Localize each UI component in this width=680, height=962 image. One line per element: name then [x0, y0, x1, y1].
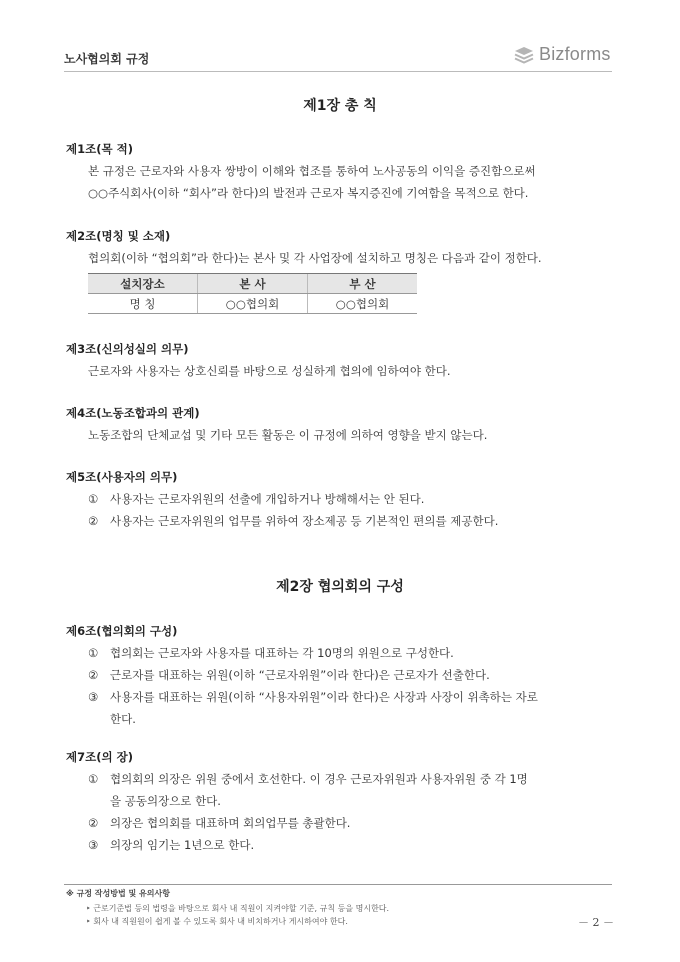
footer-note-title: ※ 규정 작성방법 및 유의사항: [66, 889, 170, 898]
cube-stack-icon: [514, 46, 534, 64]
bizforms-logo: [514, 44, 611, 65]
list-item: [66, 768, 626, 812]
article-7: [66, 746, 626, 856]
item-number: ②: [88, 514, 99, 528]
article-line: 근로자와 사용자는 상호신뢰를 바탕으로 성실하게 협의에 임하여야 한다.: [88, 364, 451, 378]
list-item: [66, 664, 626, 686]
article-3: [66, 338, 626, 382]
article-title: 제1조(목 적): [66, 142, 133, 156]
item-text: 의장의 임기는 1년으로 한다.: [110, 838, 255, 852]
item-text: 협의회는 근로자와 사용자를 대표하는 각 10명의 위원으로 구성한다.: [110, 646, 454, 660]
article-4: [66, 402, 626, 446]
footer-note: ‣ 근로기준법 등의 법령을 바탕으로 회사 내 직원이 지켜야할 기준, 규칙 등을 명시한다.: [86, 904, 390, 913]
article-line: 본 규정은 근로자와 사용자 쌍방이 이해와 협조를 통하여 노사공동의 이익을 증진함으로써: [88, 164, 536, 178]
list-item: [66, 812, 626, 834]
article-line: ○○주식회사(이하 “회사”라 한다)의 발전과 근로자 복지증진에 기여함을 목적으로 한다.: [88, 186, 529, 200]
item-text: 사용자를 대표하는 위원(이하 “사용자위원”이라 한다)은 사장과 사장이 위촉하는 자로: [110, 690, 538, 704]
footer-divider: [64, 884, 612, 885]
item-number: ①: [88, 646, 99, 660]
item-text: 협의회의 의장은 위원 중에서 호선한다. 이 경우 근로자위원과 사용자위원 중 각 1명: [110, 772, 528, 786]
item-text: 사용자는 근로자위원의 업무를 위하여 장소제공 등 기본적인 편의를 제공한다.: [110, 514, 499, 528]
article-6: [66, 620, 626, 730]
article-line: 노동조합의 단체교섭 및 기타 모든 활동은 이 규정에 의하여 영향을 받지 않는다.: [88, 428, 488, 442]
article-title: 제4조(노동조합과의 관계): [66, 406, 200, 420]
article-title: 제7조(의 장): [66, 750, 133, 764]
header-title: 노사협의회 규정: [64, 52, 150, 66]
item-number: ②: [88, 816, 99, 830]
table-cell: 명 칭: [88, 294, 198, 314]
item-number: ①: [88, 772, 99, 786]
item-text: 근로자를 대표하는 위원(이하 “근로자위원”이라 한다)은 근로자가 선출한다.: [110, 668, 490, 682]
article-title: 제3조(신의성실의 의무): [66, 342, 189, 356]
logo-text: Bizforms: [539, 44, 611, 64]
table-header-cell: 부 산: [308, 274, 418, 294]
table-cell: ○○협의회: [198, 294, 308, 314]
table-header-row: [88, 274, 417, 294]
chapter-2-title: 제2장 협의회의 구성: [276, 579, 404, 595]
item-text: 의장은 협의회를 대표하며 회의업무를 총괄한다.: [110, 816, 351, 830]
item-continuation: 한다.: [110, 712, 136, 726]
article-title: 제5조(사용자의 의무): [66, 470, 178, 484]
item-number: ②: [88, 668, 99, 682]
chapter-1-title: 제1장 총 칙: [303, 98, 377, 114]
footer-note: ‣ 회사 내 직원원이 쉽게 볼 수 있도록 회사 내 비치하거나 게시하여야 한다.: [86, 917, 348, 926]
table-cell: ○○협의회: [308, 294, 418, 314]
page-number: － 2 －: [578, 916, 614, 929]
header-divider: [64, 71, 612, 72]
table-header-cell: 본 사: [198, 274, 308, 294]
item-text: 사용자는 근로자위원의 선출에 개입하거나 방해해서는 안 된다.: [110, 492, 425, 506]
table-row: [88, 294, 417, 314]
location-table: [88, 273, 417, 314]
list-item: [66, 834, 626, 856]
article-line: 협의회(이하 “협의회”라 한다)는 본사 및 각 사업장에 설치하고 명칭은 다음과 같이 정한다.: [88, 251, 542, 265]
item-number: ③: [88, 838, 99, 852]
item-number: ①: [88, 492, 99, 506]
list-item: [66, 510, 626, 532]
item-number: ③: [88, 690, 99, 704]
table-header-cell: 설치장소: [88, 274, 198, 294]
article-title: 제6조(협의회의 구성): [66, 624, 178, 638]
list-item: [66, 488, 626, 510]
article-2: [66, 225, 626, 269]
item-continuation: 을 공동의장으로 한다.: [110, 794, 221, 808]
article-5: [66, 466, 626, 532]
article-1: [66, 138, 626, 204]
list-item: [66, 642, 626, 664]
article-title: 제2조(명칭 및 소재): [66, 229, 171, 243]
list-item: [66, 686, 626, 730]
